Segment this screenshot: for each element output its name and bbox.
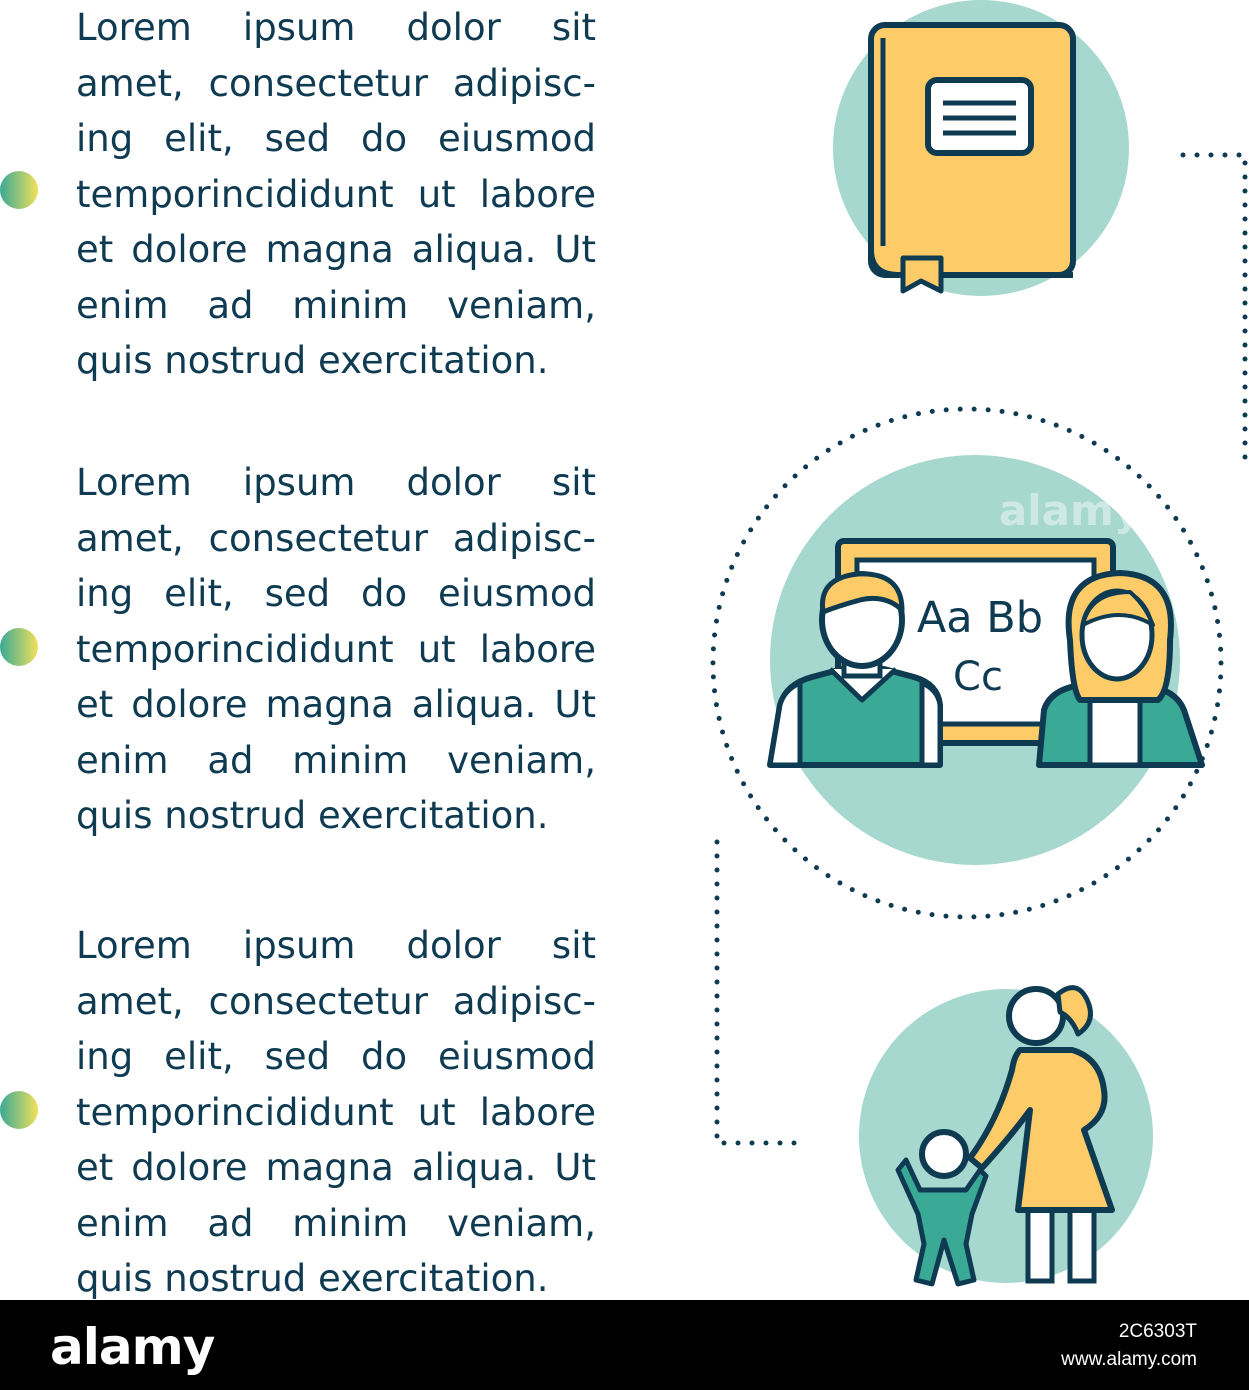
paragraph-2: Lorem ipsum dolor sit amet, consectetur adipisc- ing elit, sed do eiusmod temporincididunt ut labore et dolore magna aliqua. Ut enim ad minim veniam, quis nostrud exercitation. bbox=[76, 461, 596, 837]
dotted-connector-bottom bbox=[717, 842, 805, 1143]
watermark-text: alamy bbox=[998, 486, 1142, 535]
brand-logo: alamy bbox=[50, 1318, 215, 1376]
footer-meta bbox=[1061, 1318, 1197, 1374]
footer-bar bbox=[0, 1300, 1249, 1390]
board-text-line1: Aa Bb bbox=[916, 593, 1044, 643]
dotted-connector-top bbox=[1183, 155, 1245, 470]
book-icon bbox=[833, 0, 1129, 296]
paragraph-1: Lorem ipsum dolor sit amet, consectetur adipisc- ing elit, sed do eiusmod temporincididunt ut labore et dolore magna aliqua. Ut enim ad minim veniam, quis nostrud exercitation. bbox=[76, 6, 596, 382]
site-url: www.alamy.com bbox=[1061, 1349, 1197, 1370]
image-id: 2C6303T bbox=[1118, 1321, 1197, 1342]
mother-child-icon bbox=[859, 988, 1153, 1284]
board-text-line2: Cc bbox=[953, 654, 1003, 700]
paragraph-3: Lorem ipsum dolor sit amet, consectetur adipisc- ing elit, sed do eiusmod temporincididunt ut labore et dolore magna aliqua. Ut enim ad minim veniam, quis nostrud exercitation. bbox=[76, 924, 596, 1300]
